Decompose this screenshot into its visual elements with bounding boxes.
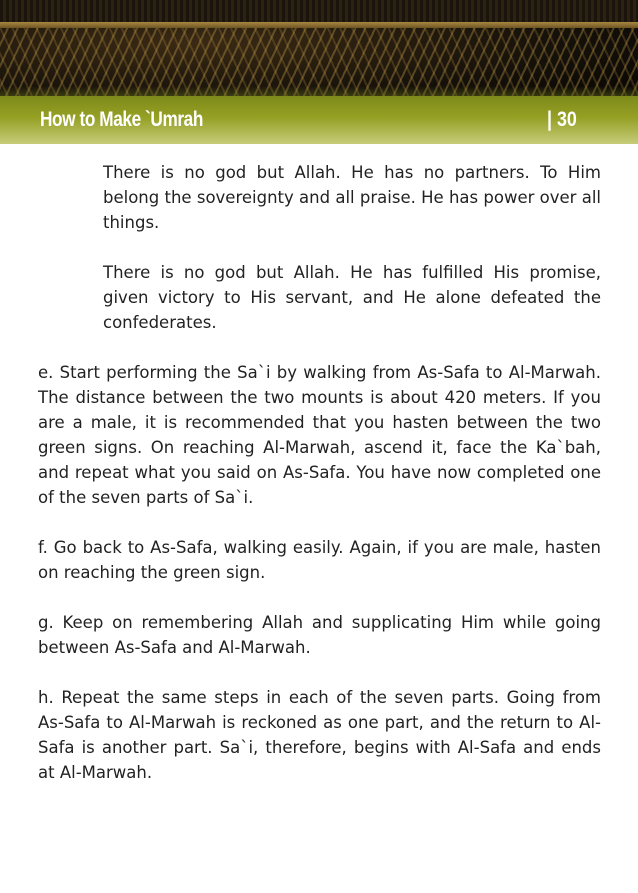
page-number: | 30 (547, 108, 577, 131)
body-paragraph: e. Start performing the Sa`i by walking from As-Safa to Al-Marwah. The distance between the two mounts is about 420 meters. If you are a male, it is recommended that you hasten between the two green signs. On reaching Al-Marwah, ascend it, face the Ka`bah, and repeat what you said on As-Safa. You have now completed one of the seven parts of Sa`i. (38, 363, 601, 507)
kiswah-banner-image (0, 0, 638, 108)
document-body (38, 160, 601, 810)
body-paragraph: h. Repeat the same steps in each of the seven parts. Going from As-Safa to Al-Marwah is reckoned as one part, and the return to Al-Safa is another part. Sa`i, therefore, begins with Al-Safa and ends at Al-Marwah. (38, 688, 601, 782)
body-paragraph: g. Keep on remembering Allah and supplicating Him while going between As-Safa and Al-Marwah. (38, 613, 601, 657)
banner-gold-band (0, 22, 638, 28)
banner-pattern (0, 0, 638, 22)
page-title: How to Make `Umrah (40, 108, 203, 131)
quote-paragraph: There is no god but Allah. He has no partners. To Him belong the sovereignty and all praise. He has power over all things. (103, 163, 601, 232)
body-paragraph: f. Go back to As-Safa, walking easily. Again, if you are male, hasten on reaching the green sign. (38, 538, 601, 582)
quote-paragraph: There is no god but Allah. He has fulfilled His promise, given victory to His servant, and He alone defeated the confederates. (103, 263, 601, 332)
